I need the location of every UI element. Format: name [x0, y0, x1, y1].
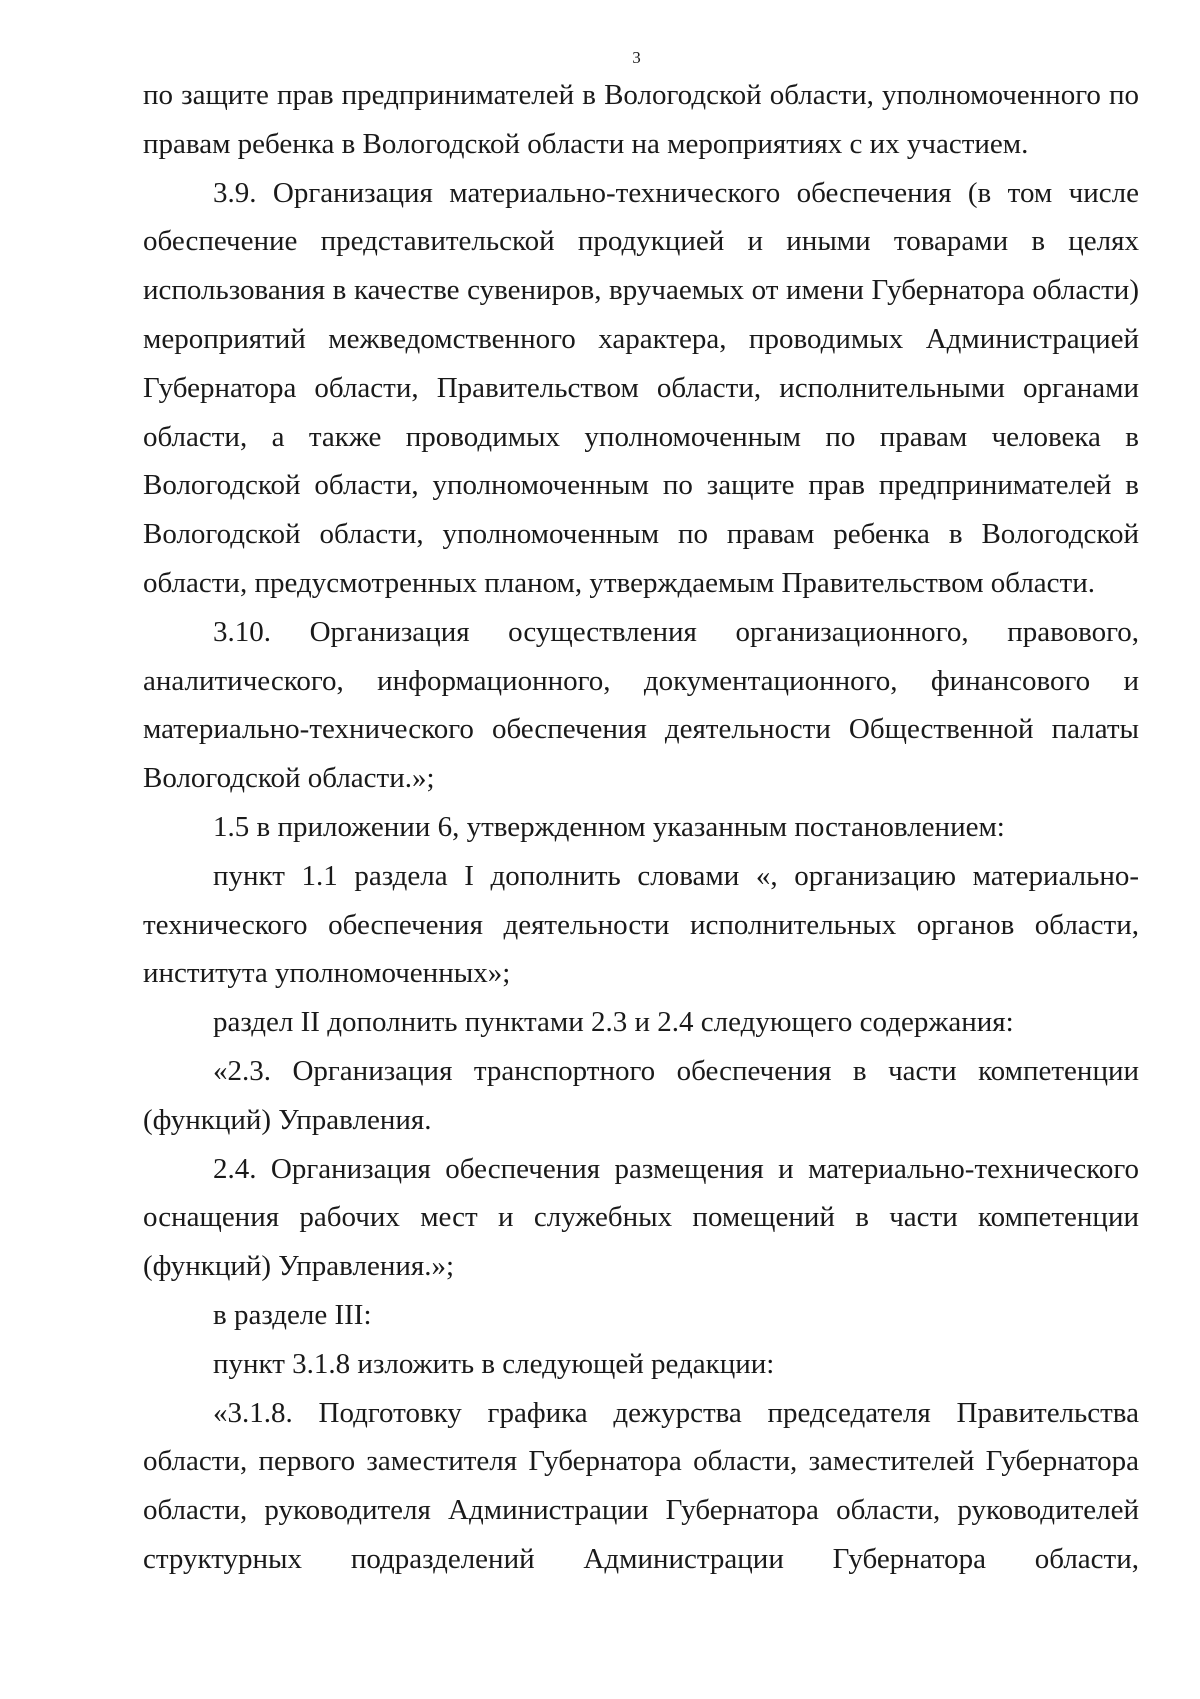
paragraph-continuation: по защите прав предпринимателей в Вологодской области, уполномоченного по правам ребенка в Вологодской области на мероприятиях с их участием.: [143, 79, 1139, 160]
paragraph-point-3-1-8: пункт 3.1.8 изложить в следующей редакции:: [213, 1347, 775, 1380]
paragraph-2-3: «2.3. Организация транспортного обеспечения в части компетенции (функций) Управления.: [143, 1054, 1139, 1136]
paragraph-3-9: 3.9. Организация материально-технического обеспечения (в том числе обеспечение представительской продукцией и иными товарами в целях использования в качестве сувениров, вручаемых от имени Губернатора области) мероприятий межведомственного характера, проводимых Администрацией Губернатора области, Правительством области, исполнительными органами области, а также проводимых уполномоченным по правам человека в Вологодской области, уполномоченным по защите прав предпринимателей в Вологодской области, уполномоченным по правам ребенка в Вологодской области, предусмотренных планом, утверждаемым Правительством области.: [143, 176, 1139, 599]
paragraph-section-2: раздел II дополнить пунктами 2.3 и 2.4 следующего содержания:: [213, 1006, 1014, 1039]
paragraph-3-10: 3.10. Организация осуществления организационного, правового, аналитического, информационного, документационного, финансового и материально-технического обеспечения деятельности Общественной палаты Вологодской области.»;: [143, 615, 1139, 795]
paragraph-2-4: 2.4. Организация обеспечения размещения и материально-технического оснащения рабочих мест и служебных помещений в части компетенции (функций) Управления.»;: [143, 1152, 1139, 1283]
paragraph-1-5: 1.5 в приложении 6, утвержденном указанным постановлением:: [213, 810, 1005, 843]
document-body: [143, 71, 1139, 1584]
paragraph-3-1-8: «3.1.8. Подготовку графика дежурства председателя Правительства области, первого заместителя Губернатора области, заместителей Губернатора области, руководителя Администрации Губернатора области, руководителей структурных подразделений Администрации Губернатора области,: [143, 1396, 1139, 1575]
page-number: 3: [632, 48, 641, 67]
paragraph-section-3: в разделе III:: [213, 1298, 372, 1331]
paragraph-point-1-1: пункт 1.1 раздела I дополнить словами «, организацию материально-технического обеспечения деятельности исполнительных органов области, института уполномоченных»;: [143, 859, 1139, 990]
